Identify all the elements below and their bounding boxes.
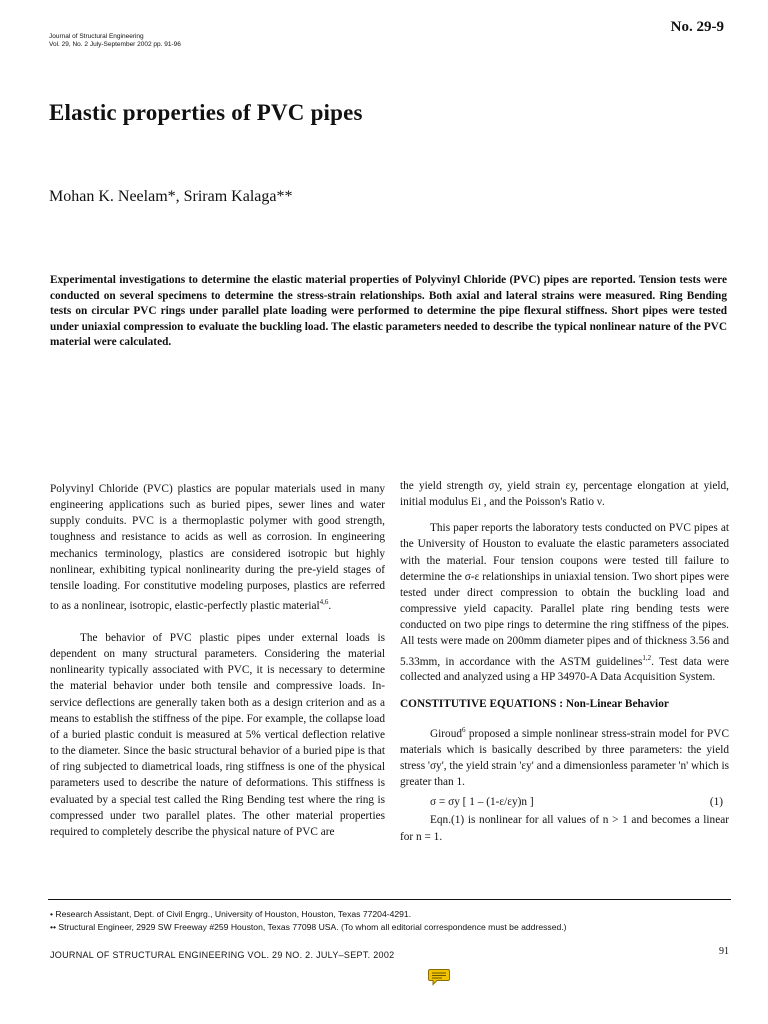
paragraph-text: Giroud (430, 727, 463, 740)
column-left (50, 481, 385, 840)
paragraph: Eqn.(1) is nonlinear for all values of n > 1 and becomes a linear for n = 1. (400, 814, 729, 843)
paragraph: The behavior of PVC plastic pipes under external loads is dependent on many structural parameters. Considering the material nonlinearity typically associated with PVC, it is necessary to determine the material behavior under both tensile and compressive loads. In-service deflections are generally taken both as a design criterion and as a means to establish the stiffness of the pipe. For example, the collapse load of a buried plastic conduit is measured at 5% vertical deflection relative to the diameter. Since the basic structural behavior of a buried pipe is that of ring subjected to diametrical loads, ring stiffness is one of the physical parameters used to describe the nature of deformations. This stiffness is evaluated by a special test called the Ring Bending test where the ring is compressed under two parallel plates. The other material properties required to completely describe the physical nature of PVC are (50, 632, 385, 838)
journal-citation (49, 33, 181, 49)
equation-body: σ = σy [ 1 – (1-ε/εy)n ] (430, 796, 534, 809)
citation-ref: 6 (462, 725, 466, 734)
page-number: 91 (719, 946, 729, 957)
paragraph (400, 722, 729, 790)
citation-ref: 4,6 (319, 598, 329, 607)
page-title: Elastic properties of PVC pipes (49, 100, 363, 125)
citation-ref: 1,2 (642, 653, 652, 662)
journal-volume: Vol. 29, No. 2 July-September 2002 pp. 91-96 (49, 41, 181, 48)
abstract: Experimental investigations to determine the elastic material properties of Polyvinyl Chloride (PVC) pipes are reported. Tension tests were conducted on several specimens to determine the stress-strain relationships. Both axial and lateral strains were measured. Ring Bending tests on circular PVC rings under parallel plate loading were performed to determine the pipe flexural stiffness. Short pipes were tested under uniaxial compression to evaluate the buckling load. The elastic parameters needed to describe the typical nonlinear nature of the PVC material were calculated. (50, 274, 727, 349)
footnote: •• Structural Engineer, 2929 SW Freeway #259 Houston, Texas 77098 USA. (To whom all editorial correspondence must be addressed.) (50, 922, 567, 932)
journal-name: Journal of Structural Engineering (49, 33, 144, 40)
authors: Mohan K. Neelam*, Sriram Kalaga** (49, 188, 293, 205)
equation (400, 794, 729, 810)
column-right (400, 478, 729, 845)
equation-number: (1) (709, 796, 723, 809)
paragraph-text: This paper reports the laboratory tests conducted on PVC pipes at the University of Houston to evaluate the elastic parameters associated with the material. Four tension coupons were tested till failure to determine the σ-ε relationships in uniaxial tension. Two short pipes were tested under direct compression to obtain the buckling load and compressive yield capacity. Parallel plate ring bending tests were conducted on two pipe rings to determine the ring stiffness of the pipes. All tests were made on 200mm diameter pipes and of thickness 3.56 and 5.33mm, in accordance with the ASTM guidelines (400, 522, 729, 668)
paragraph (50, 481, 385, 614)
footnote-divider (48, 899, 731, 900)
running-footer: JOURNAL OF STRUCTURAL ENGINEERING VOL. 29 NO. 2. JULY–SEPT. 2002 (50, 950, 395, 960)
paragraph (400, 520, 729, 685)
paragraph-end: . (328, 599, 332, 612)
footnote: • Research Assistant, Dept. of Civil Engrg., University of Houston, Houston, Texas 77204-4291. (50, 909, 412, 919)
paragraph-text: proposed a simple nonlinear stress-strain model for PVC materials which is basically described by three parameters: the yield stress 'σy', the yield strain 'εy' and a dimensionless parameter 'n' which is greater than 1. (400, 727, 729, 789)
paragraph-end: . Test data were collected and analyzed using a HP 34970-A Data Acquisition System. (400, 655, 729, 684)
paragraph: the yield strength σy, yield strain εy, percentage elongation at yield, initial modulus Ei , and the Poisson's Ratio ν. (400, 480, 729, 509)
section-heading: CONSTITUTIVE EQUATIONS : Non-Linear Behavior (400, 697, 669, 710)
comment-icon[interactable] (428, 968, 450, 986)
paragraph-text: Polyvinyl Chloride (PVC) plastics are popular materials used in many engineering applications such as buried pipes, sewer lines and water supply conduits. PVC is a thermoplastic polymer with good strength, toughness and resistance to acids as well as corrosion. In engineering mechanics terminology, plastics are considered isotropic but highly nonlinear, exhibiting typical nonlinearity during the pre-yield stages of tensile loading. For constitutive modeling purposes, plastics are referred to as a nonlinear, isotropic, elastic-perfectly plastic material (50, 483, 385, 612)
paper-number: No. 29-9 (670, 19, 724, 35)
